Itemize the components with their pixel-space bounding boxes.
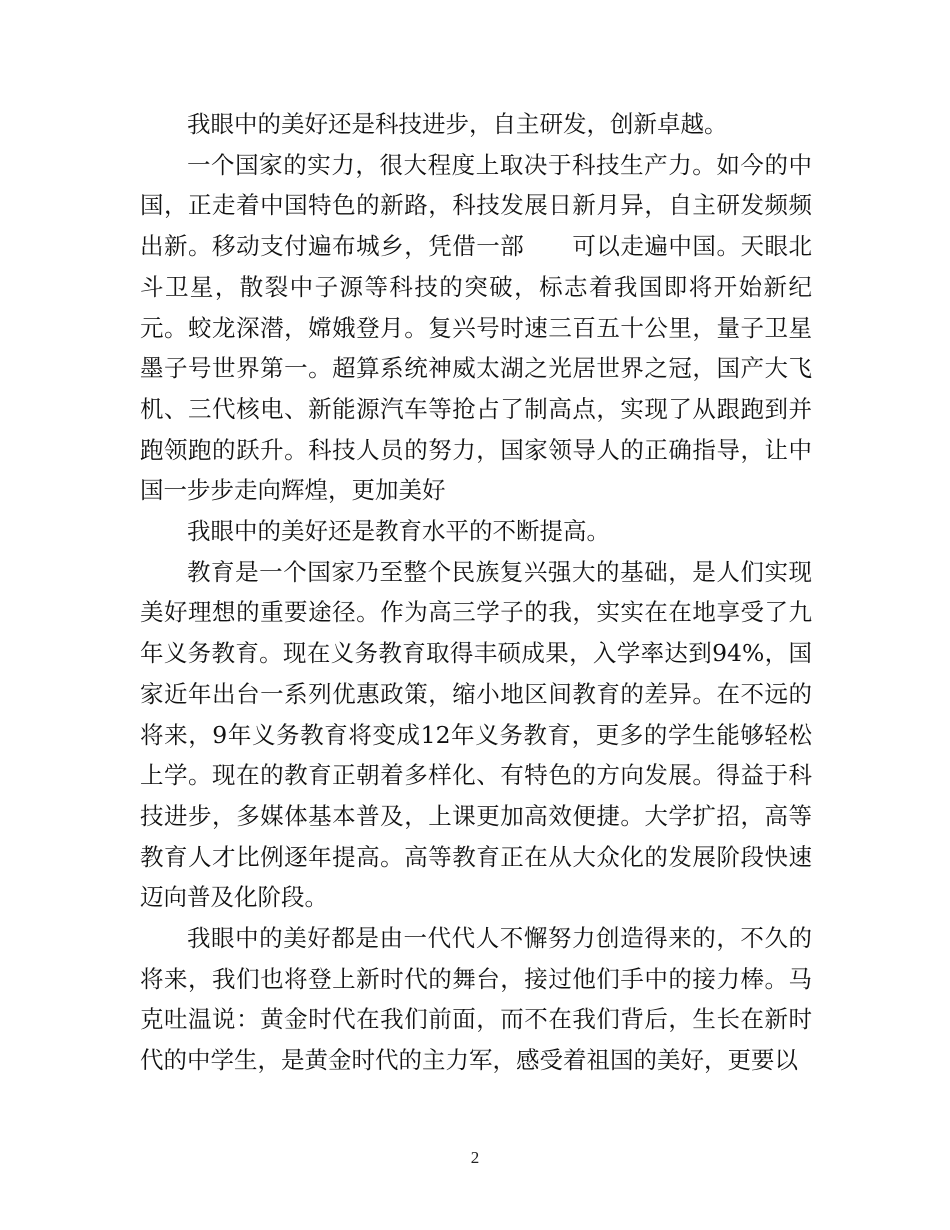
paragraph-tech-intro: 我眼中的美好还是科技进步，自主研发，创新卓越。 [187, 110, 728, 138]
paragraph-education-body: 教育是一个国家乃至整个民族复兴强大的基础，是人们实现美好理想的重要途径。作为高三学子的我，实实在在地享受了九年义务教育。现在义务教育取得丰硕成果，入学率达到94%，国家近年出台一系列优惠政策，缩小地区间教育的差异。在不远的将来，9年义务教育将变成12年义务教育，更多的学生能够轻松上学。现在的教育正朝着多样化、有特色的方向发展。得益于科技进步，多媒体基本普及，上课更加高效便捷。大学扩招，高等教育人才比例逐年提高。高等教育正在从大众化的发展阶段快速迈向普及化阶段。 [140, 557, 812, 912]
paragraph-conclusion: 我眼中的美好都是由一代代人不懈努力创造得来的，不久的将来，我们也将登上新时代的舞台，接过他们手中的接力棒。马克吐温说：黄金时代在我们前面，而不在我们背后，生长在新时代的中学生，是黄金时代的主力军，感受着祖国的美好，更要以 [140, 924, 812, 1075]
document-body [140, 104, 812, 1081]
paragraph-tech-body: 一个国家的实力，很大程度上取决于科技生产力。如今的中国，正走着中国特色的新路，科技发展日新月异，自主研发频频出新。移动支付遍布城乡，凭借一部 可以走遍中国。天眼北斗卫星，散裂中子源等科技的突破，标志着我国即将开始新纪元。蛟龙深潜，嫦娥登月。复兴号时速三百五十公里，量子卫星墨子号世界第一。超算系统神威太湖之光居世界之冠，国产大飞机、三代核电、新能源汽车等抢占了制高点，实现了从跟跑到并跑领跑的跃升。科技人员的努力，国家领导人的正确指导，让中国一步步走向辉煌，更加美好 [140, 150, 812, 505]
page-number: 2 [470, 1148, 480, 1167]
paragraph-education-intro: 我眼中的美好还是教育水平的不断提高。 [187, 517, 610, 546]
